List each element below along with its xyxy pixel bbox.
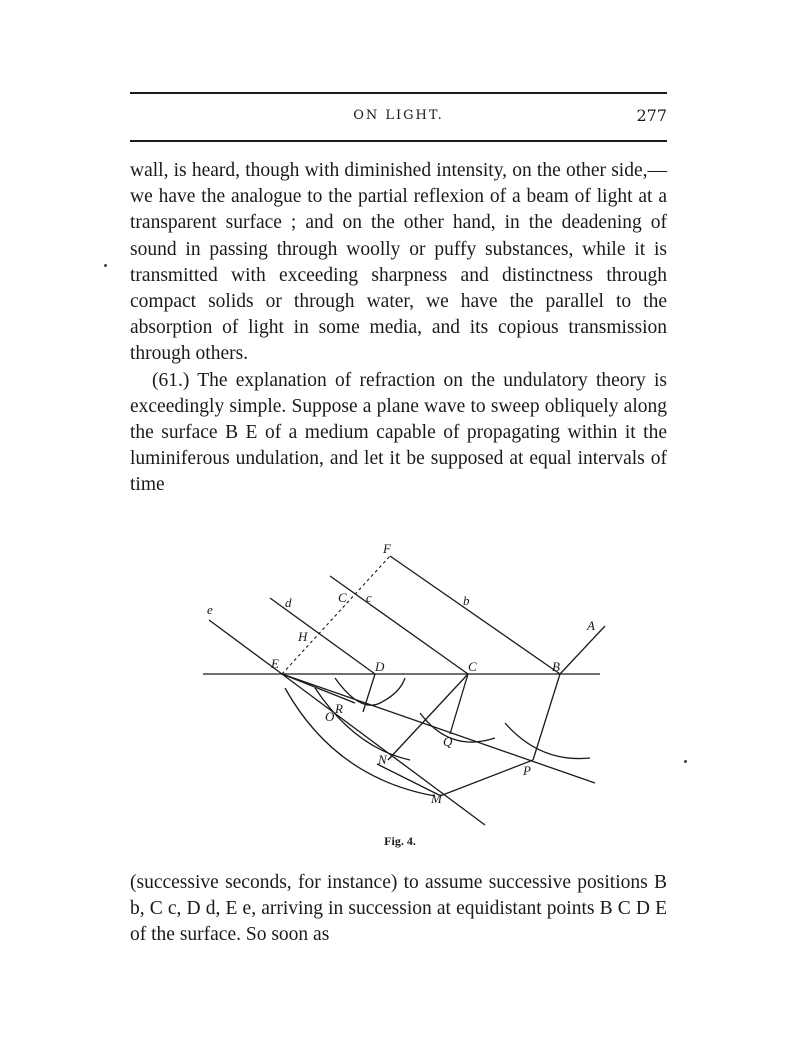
label-E: E bbox=[271, 656, 279, 671]
paragraph-61: (61.) The explanation of refraction on the undulatory theory is exceedingly simple. Suppose a plane wave to sweep obliquely along the surface B E of a medium capable of propagating within it the luminiferous undulation, and let it be supposed at equal intervals of time bbox=[130, 369, 667, 496]
running-head-title: ON LIGHT. bbox=[353, 108, 444, 123]
stray-mark bbox=[104, 264, 107, 267]
label-H: H bbox=[298, 629, 308, 644]
label-O: O bbox=[325, 709, 335, 724]
label-d: d bbox=[285, 595, 292, 610]
refraction-diagram-svg bbox=[195, 538, 615, 858]
header-rule-top bbox=[130, 92, 667, 94]
paragraph-after-figure: (successive seconds, for instance) to assume successive positions B b, C c, D d, E e, arriving in succession at equidistant points B C D E of the surface. So soon as bbox=[130, 872, 667, 946]
running-head bbox=[130, 108, 667, 128]
figure-caption: Fig. 4. bbox=[384, 834, 416, 848]
secondary-wave-m bbox=[285, 688, 435, 796]
dashed-perpendicular bbox=[282, 556, 390, 674]
refracted-front-p bbox=[282, 674, 595, 783]
label-F: F bbox=[383, 541, 391, 556]
label-R: R bbox=[335, 701, 343, 716]
stray-mark bbox=[684, 760, 687, 763]
label-Q: Q bbox=[443, 734, 453, 749]
wave-line-c bbox=[330, 576, 468, 674]
label-C-upper: C bbox=[338, 590, 347, 605]
secondary-wave-q bbox=[420, 713, 495, 742]
ray-b-p bbox=[533, 674, 560, 760]
secondary-wave-n bbox=[315, 688, 410, 760]
wave-line-b bbox=[390, 556, 560, 674]
incident-ray-a bbox=[560, 626, 605, 674]
label-c: c bbox=[366, 590, 372, 605]
secondary-wave-p bbox=[505, 723, 590, 759]
label-B: B bbox=[552, 659, 560, 674]
wave-p-m bbox=[440, 760, 533, 796]
label-D: D bbox=[375, 659, 385, 674]
label-b: b bbox=[463, 593, 470, 608]
body-text-lower bbox=[130, 870, 667, 949]
header-rule-bottom bbox=[130, 140, 667, 142]
label-N: N bbox=[378, 752, 387, 767]
label-M: M bbox=[431, 791, 442, 806]
paragraph-continued: wall, is heard, though with diminished intensity, on the other side,—we have the analogue to the partial reflexion of a beam of light at a transparent surface ; and on the other hand, in the deadening of sound in passing through woolly or puffy substances, while it is transmitted with exceeding sharpness and distinctness through compact solids or through water, we have the parallel to the absorption of light in some media, and its copious transmission through others. bbox=[130, 160, 667, 365]
label-e: e bbox=[207, 602, 213, 617]
page-number: 277 bbox=[636, 106, 667, 125]
refraction-diagram bbox=[195, 538, 615, 858]
refracted-front-m bbox=[282, 674, 485, 825]
label-P: P bbox=[523, 763, 531, 778]
body-text-upper bbox=[130, 158, 667, 499]
label-A: A bbox=[587, 618, 595, 633]
label-C: C bbox=[468, 659, 477, 674]
